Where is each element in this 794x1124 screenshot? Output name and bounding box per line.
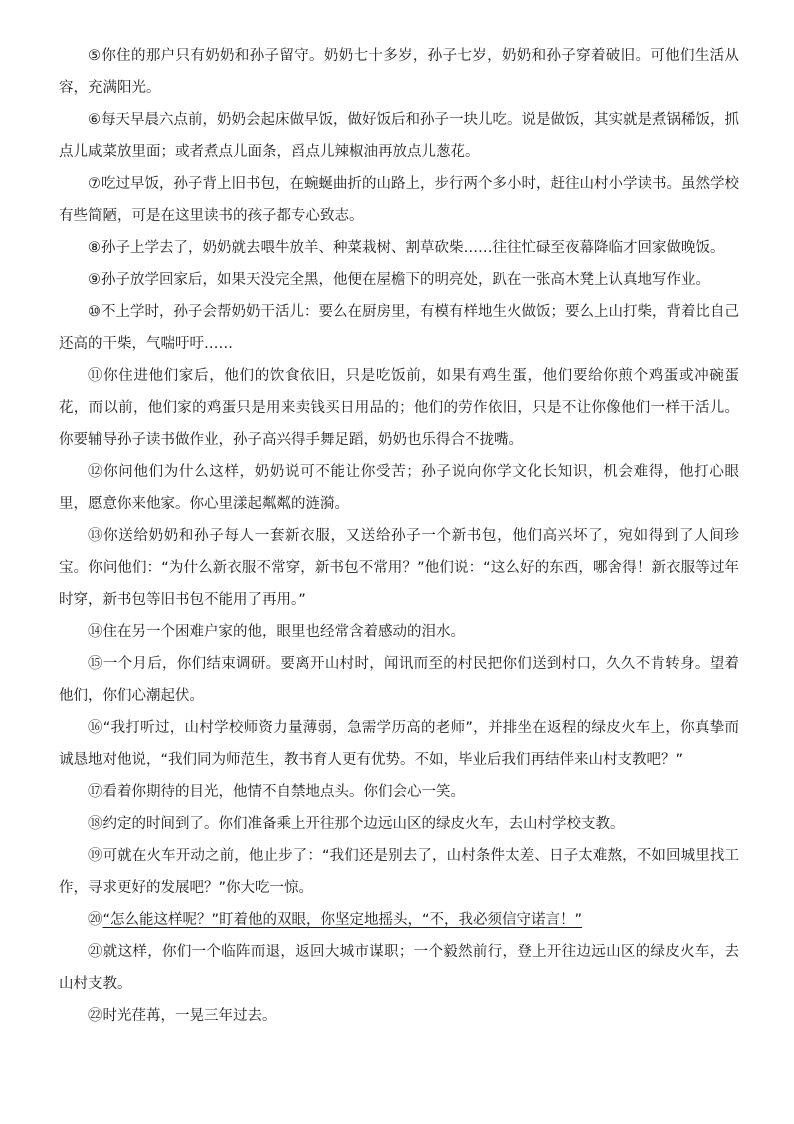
document-page	[59, 40, 739, 1032]
paragraph-21: ㉑就这样，你们一个临阵而退，返回大城市谋职；一个毅然前行，登上开往边远山区的绿皮火车，去山村支教。	[59, 944, 739, 992]
paragraph-20-number: ⑳	[88, 912, 103, 928]
paragraph-7: ⑦吃过早饭，孙子背上旧书包，在蜿蜒曲折的山路上，步行两个多小时，赶往山村小学读书。虽然学校有些简陋，可是在这里读书的孩子都专心致志。	[59, 176, 739, 224]
paragraph-20	[59, 904, 739, 936]
paragraph-5: ⑤你住的那户只有奶奶和孙子留守。奶奶七十多岁，孙子七岁，奶奶和孙子穿着破旧。可他们生活从容，充满阳光。	[59, 48, 739, 96]
paragraph-15: ⑮一个月后，你们结束调研。要离开山村时，闻讯而至的村民把你们送到村口，久久不肯转身。望着他们，你们心潮起伏。	[59, 656, 739, 704]
paragraph-20-underlined-text: “怎么能这样呢？”盯着他的双眼，你坚定地摇头，“不，我必须信守诺言！”	[102, 912, 583, 928]
paragraph-18: ⑱约定的时间到了。你们准备乘上开往那个边远山区的绿皮火车，去山村学校支教。	[88, 816, 625, 832]
paragraph-17: ⑰看着你期待的目光，他情不自禁地点头。你们会心一笑。	[88, 784, 465, 800]
paragraph-12: ⑫你问他们为什么这样，奶奶说可不能让你受苦；孙子说向你学文化长知识，机会难得，他打心眼里，愿意你来他家。你心里漾起粼粼的涟漪。	[59, 464, 739, 512]
paragraph-22: ㉒时光荏苒，一晃三年过去。	[88, 1008, 277, 1024]
paragraph-16: ⑯“我打听过，山村学校师资力量薄弱，急需学历高的老师”，并排坐在返程的绿皮火车上，你真挚而诚恳地对他说，“我们同为师范生，教书育人更有优势。不如，毕业后我们再结伴来山村支教吧？”	[59, 720, 739, 768]
paragraph-9: ⑨孙子放学回家后，如果天没完全黑，他便在屋檐下的明亮处，趴在一张高木凳上认真地写作业。	[88, 272, 710, 288]
paragraph-19: ⑲可就在火车开动之前，他止步了：“我们还是别去了，山村条件太差、日子太难熬，不如回城里找工作，寻求更好的发展吧？”你大吃一惊。	[59, 848, 739, 896]
paragraph-13: ⑬你送给奶奶和孙子每人一套新衣服，又送给孙子一个新书包，他们高兴坏了，宛如得到了人间珍宝。你问他们：“为什么新衣服不常穿，新书包不常用？”他们说：“这么好的东西，哪舍得！新衣服等过年时穿，新书包等旧书包不能用了再用。”	[59, 528, 739, 608]
paragraph-14: ⑭住在另一个困难户家的他，眼里也经常含着感动的泪水。	[88, 624, 465, 640]
paragraph-6: ⑥每天早晨六点前，奶奶会起床做早饭，做好饭后和孙子一块儿吃。说是做饭，其实就是煮锅稀饭，抓点儿咸菜放里面；或者煮点儿面条，舀点儿辣椒油再放点儿葱花。	[59, 112, 739, 160]
paragraph-8: ⑧孙子上学去了，奶奶就去喂牛放羊、种菜栽树、割草砍柴……往往忙碌至夜幕降临才回家做晚饭。	[88, 240, 725, 256]
paragraph-11: ⑪你住进他们家后，他们的饮食依旧，只是吃饭前，如果有鸡生蛋，他们要给你煎个鸡蛋或冲碗蛋花，而以前，他们家的鸡蛋只是用来卖钱买日用品的；他们的劳作依旧，只是不让你像他们一样干活儿。你要辅导孙子读书做作业，孙子高兴得手舞足蹈，奶奶也乐得合不拢嘴。	[59, 368, 739, 448]
paragraph-10: ⑩不上学时，孙子会帮奶奶干活儿：要么在厨房里，有模有样地生火做饭；要么上山打柴，背着比自己还高的干柴，气喘吁吁……	[59, 304, 739, 352]
